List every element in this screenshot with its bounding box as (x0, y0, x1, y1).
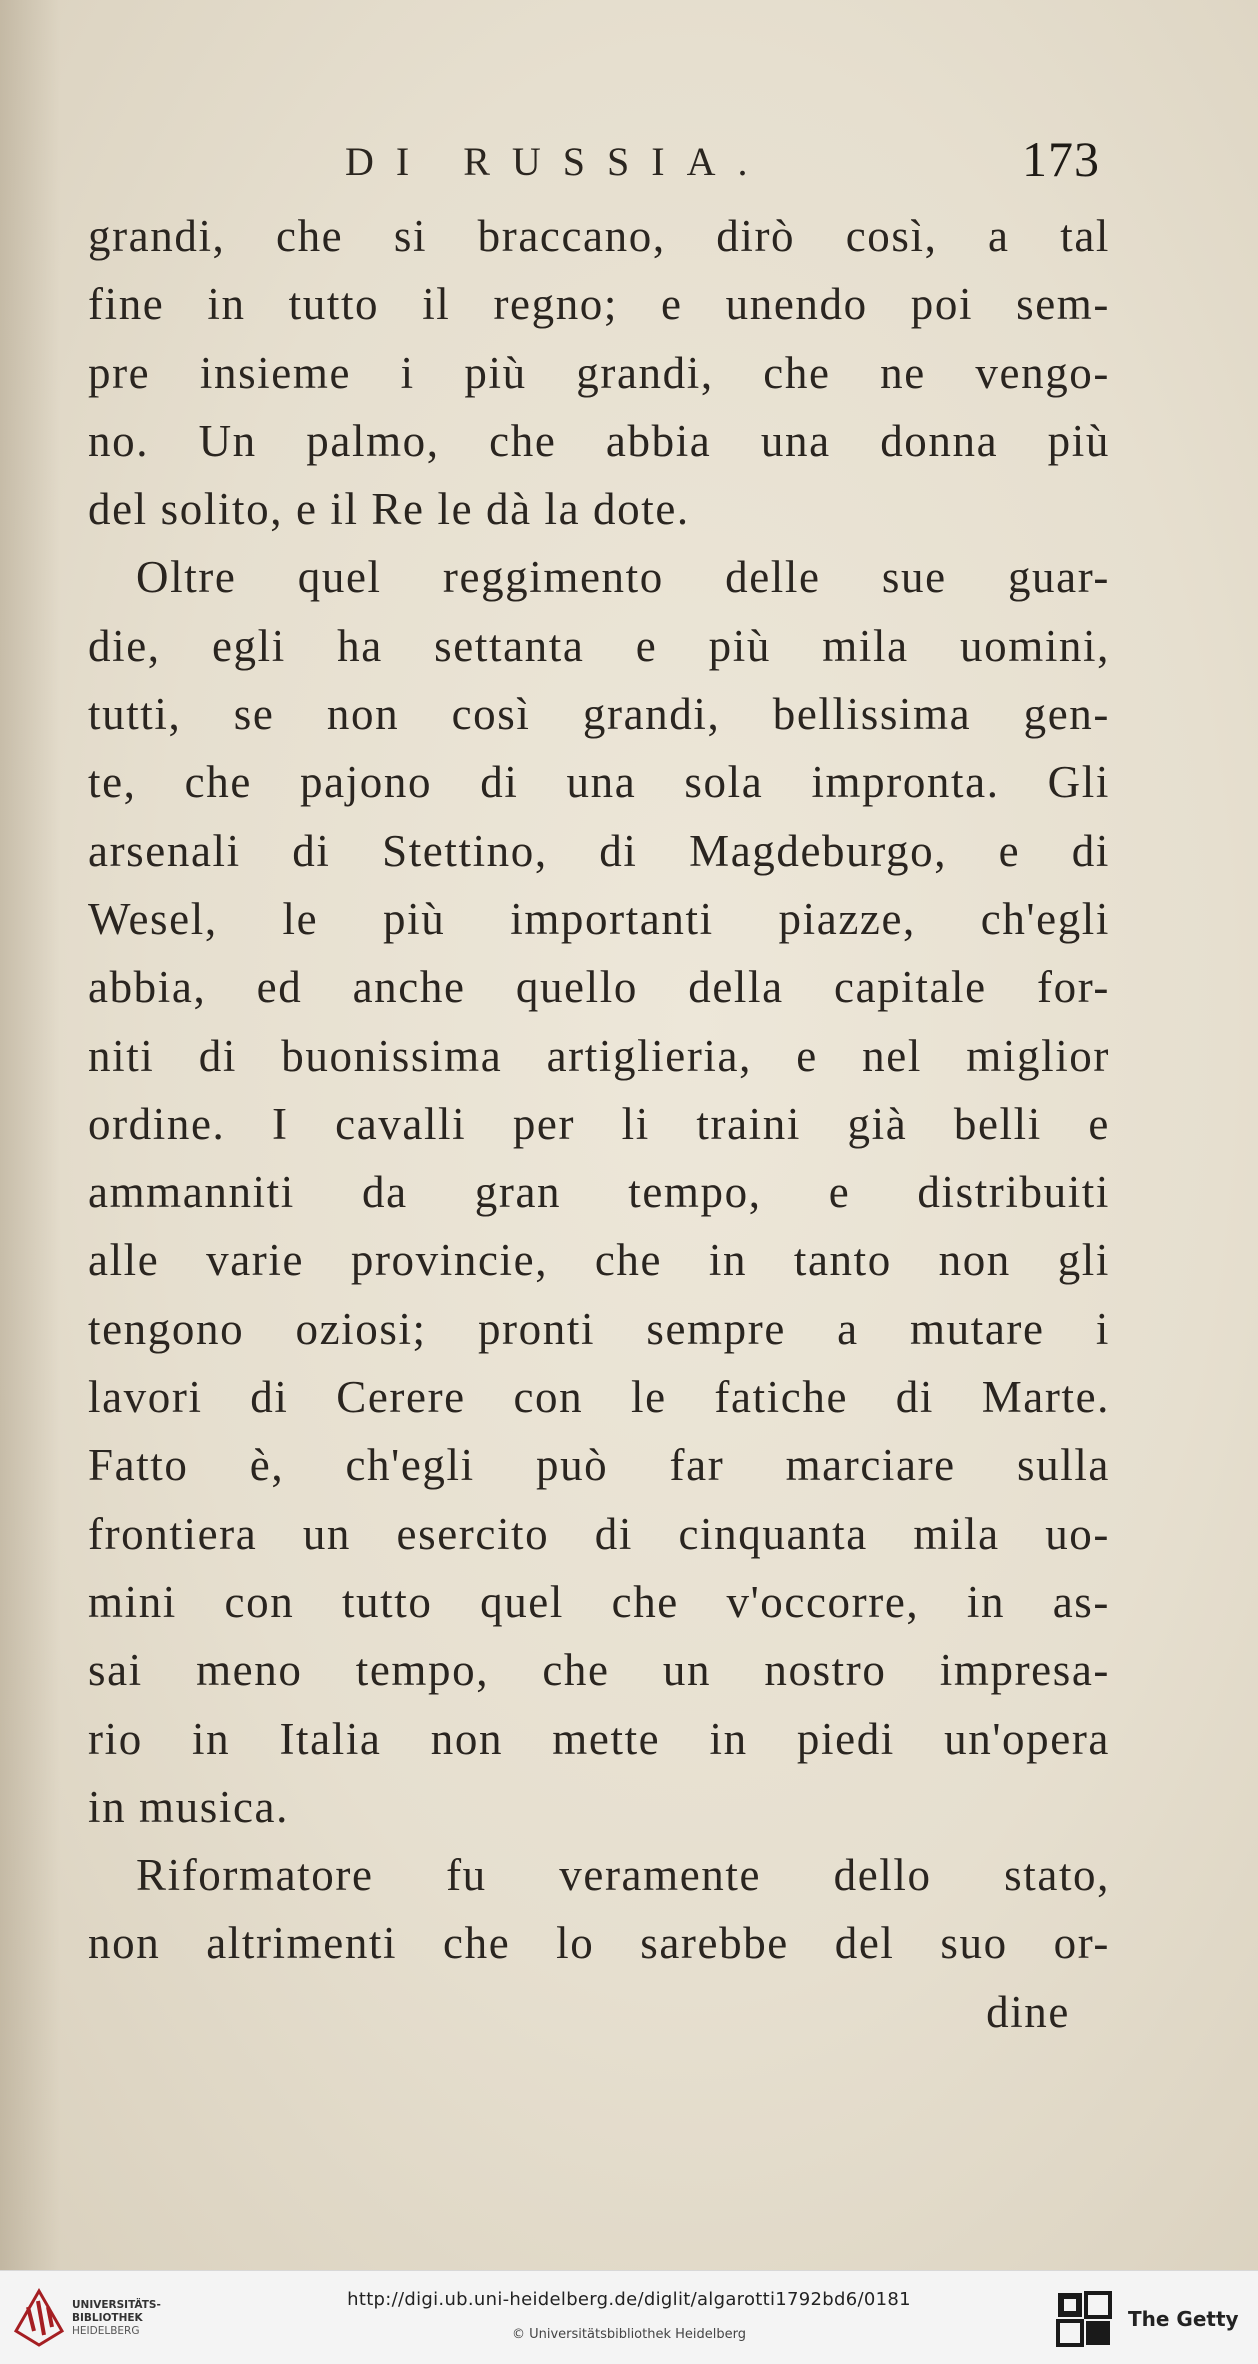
text-line: tengono oziosi; pronti sempre a mutare i (88, 1303, 1110, 1354)
library-logo-line: HEIDELBERG (72, 2325, 140, 2337)
text-line: sai meno tempo, che un nostro impresa- (88, 1645, 1110, 1696)
text-line: fine in tutto il regno; e unendo poi sem- (88, 279, 1110, 330)
permalink-url[interactable]: http://digi.ub.uni-heidelberg.de/diglit/algarotti1792bd6/0181 (347, 2289, 911, 2310)
running-title: DI RUSSIA. (345, 139, 770, 184)
copyright-notice: © Universitätsbibliothek Heidelberg (511, 2327, 746, 2342)
running-head (90, 131, 1110, 198)
body-text (88, 202, 1110, 2046)
text-line: Wesel, le più importanti piazze, ch'egli (88, 893, 1110, 944)
getty-label: The Getty (1128, 2307, 1239, 2331)
text-line: lavori di Cerere con le fatiche di Marte. (88, 1372, 1110, 1423)
text-line: non altrimenti che lo sarebbe del suo or- (88, 1918, 1110, 1969)
getty-logo[interactable] (1056, 2291, 1246, 2347)
page-number: 173 (1022, 131, 1100, 187)
text-line: Oltre quel reggimento delle sue guar- (136, 552, 1110, 603)
library-logo-line: UNIVERSITÄTS- (72, 2299, 161, 2311)
text-line: ordine. I cavalli per li traini già belli e (88, 1098, 1110, 1149)
viewer-footer (0, 2270, 1258, 2364)
text-line: del solito, e il Re le dà la dote. (88, 484, 690, 535)
text-line: abbia, ed anche quello della capitale for- (88, 962, 1110, 1013)
text-line: pre insieme i più grandi, che ne vengo- (88, 347, 1110, 398)
text-line: Fatto è, ch'egli può far marciare sulla (88, 1440, 1110, 1491)
text-line: in musica. (88, 1781, 289, 1832)
text-line: ammanniti da gran tempo, e distribuiti (88, 1167, 1110, 1218)
library-logo-line: BIBLIOTHEK (72, 2312, 143, 2324)
getty-logo-icon (1056, 2291, 1112, 2347)
text-line: die, egli ha settanta e più mila uomini, (88, 620, 1110, 671)
text-line: rio in Italia non mette in piedi un'opera (88, 1713, 1110, 1764)
text-line: no. Un palmo, che abbia una donna più (88, 415, 1110, 466)
text-line: mini con tutto quel che v'occorre, in as- (88, 1576, 1110, 1627)
text-line: tutti, se non così grandi, bellissima gen- (88, 689, 1110, 740)
text-line: niti di buonissima artiglieria, e nel miglior (88, 1030, 1110, 1081)
text-line: frontiera un esercito di cinquanta mila uo- (88, 1508, 1110, 1559)
text-line: te, che pajono di una sola impronta. Gli (88, 757, 1110, 808)
catchword: dine (986, 1986, 1070, 2037)
text-line: alle varie provincie, che in tanto non gli (88, 1235, 1110, 1286)
text-line: arsenali di Stettino, di Magdeburgo, e di (88, 825, 1110, 876)
text-line: grandi, che si braccano, dirò così, a tal (88, 211, 1110, 261)
text-line: Riformatore fu veramente dello stato, (136, 1850, 1110, 1901)
